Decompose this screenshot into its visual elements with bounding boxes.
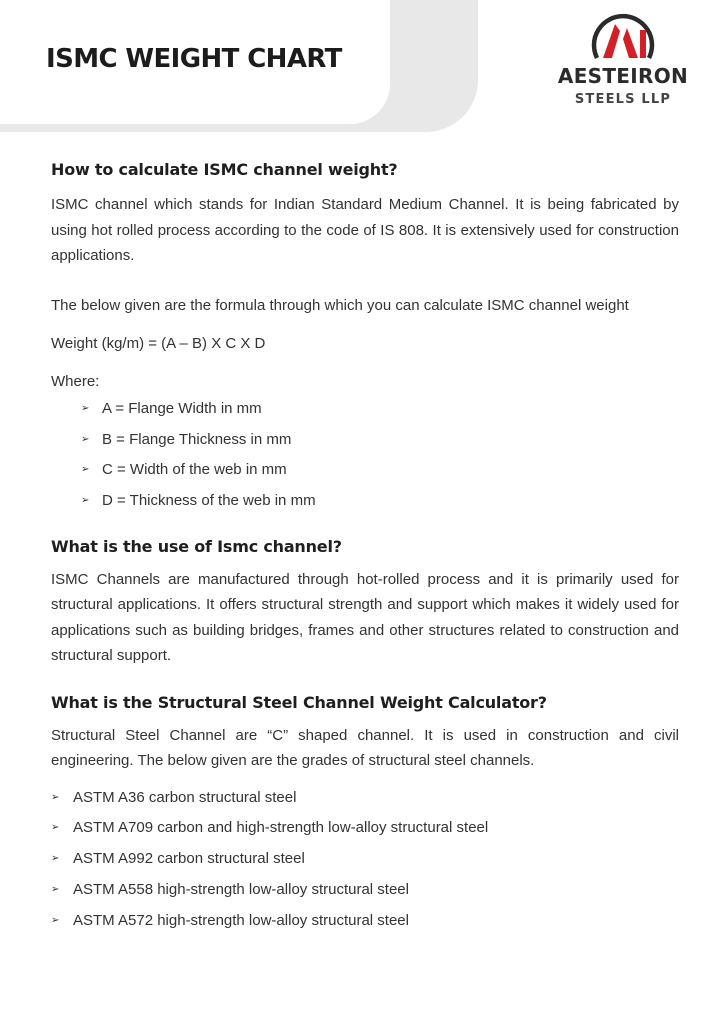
grade-text: ASTM A558 high-strength low-alloy structural steel [73,880,409,898]
arrowhead-bullet-icon: ➢ [81,433,90,445]
grade-text: ASTM A36 carbon structural steel [73,788,297,806]
list-item [51,783,679,814]
section-heading-calculate: How to calculate ISMC channel weight? [51,160,398,179]
arrowhead-bullet-icon: ➢ [51,791,60,803]
section-paragraph-calculate: ISMC channel which stands for Indian Standard Medium Channel. It is being fabricated by using hot rolled process according to the code of IS 808. It is extensively used for construction applications. [51,196,679,264]
section-heading-calculator: What is the Structural Steel Channel Weight Calculator? [51,692,547,712]
logo-subname: STEELS LLP [574,92,672,107]
list-item [51,906,679,937]
list-item [51,813,679,844]
grade-text: ASTM A709 carbon and high-strength low-alloy structural steel [73,819,489,837]
grade-text: ASTM A992 carbon structural steel [73,850,305,868]
weight-formula: Weight (kg/m) = (A – B) X C X D [51,335,266,352]
section-heading-use: What is the use of Ismc channel? [51,536,342,556]
list-item [81,425,679,456]
arrowhead-bullet-icon: ➢ [81,464,90,476]
arrowhead-bullet-icon: ➢ [51,853,60,865]
arrowhead-bullet-icon: ➢ [51,883,60,895]
logo-mark-icon [552,12,694,64]
arrowhead-bullet-icon: ➢ [51,822,60,834]
company-logo [552,12,694,112]
list-item [81,455,679,486]
document-body [51,160,679,936]
section-paragraph-use: ISMC Channels are manufactured through hot-rolled process and it is primarily used for structural applications. It offers structural strength and support which makes it widely used for applications such as building bridges, frames and other structures related to construction and structural support. [51,570,679,665]
grade-list [51,783,679,936]
variable-text: C = Width of the web in mm [102,461,287,479]
list-item [51,844,679,875]
variable-text: A = Flange Width in mm [102,400,262,417]
section-paragraph-calculator: Structural Steel Channel are “C” shaped channel. It is used in construction and civil engineering. The below given are the grades of structural steel channels. [51,726,679,770]
where-label: Where: [51,372,100,390]
grade-text: ASTM A572 high-strength low-alloy structural steel [73,911,409,929]
variable-text: D = Thickness of the web in mm [102,492,316,510]
variable-list [81,394,679,517]
formula-intro: The below given are the formula through which you can calculate ISMC channel weight [51,296,629,314]
arrowhead-bullet-icon: ➢ [81,495,90,507]
arrowhead-bullet-icon: ➢ [81,403,90,414]
arrowhead-bullet-icon: ➢ [51,914,60,926]
list-item [51,875,679,906]
variable-text: B = Flange Thickness in mm [102,430,292,448]
list-item [81,394,679,425]
list-item [81,486,679,517]
logo-name: AESTEIRON [557,64,689,88]
page-title: ISMC WEIGHT CHART [46,44,342,74]
